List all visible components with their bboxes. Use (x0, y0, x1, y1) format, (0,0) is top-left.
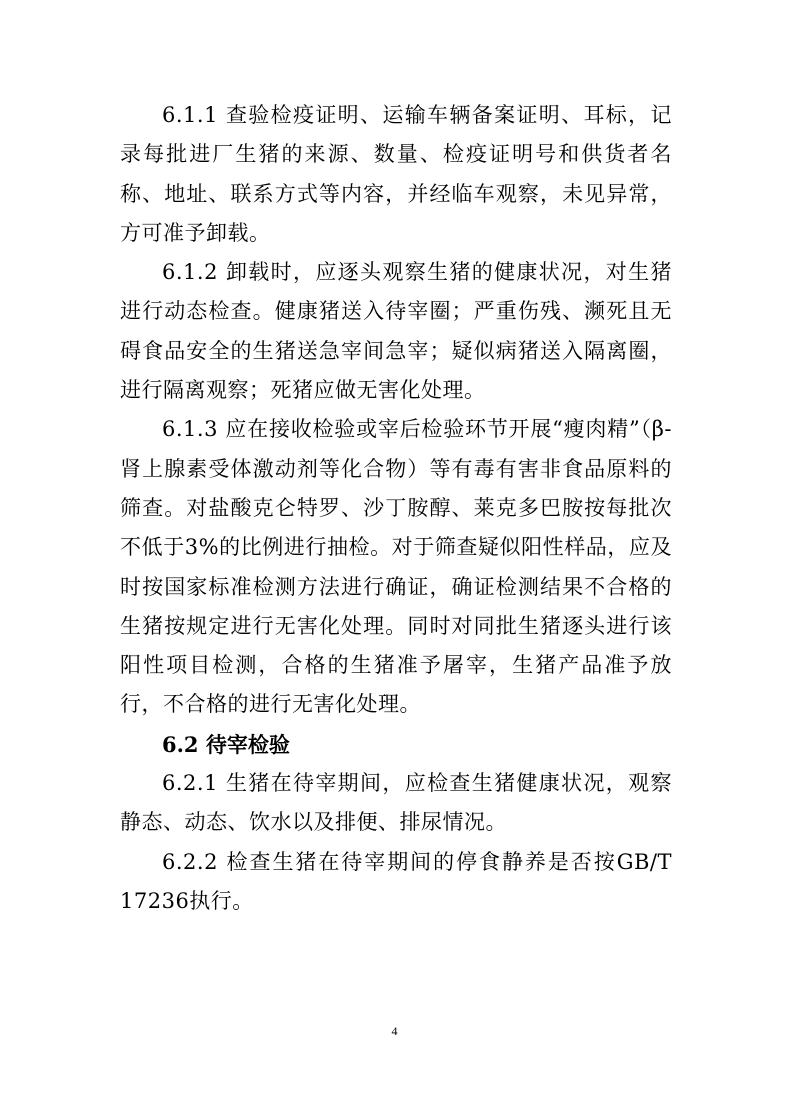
clause-6-1-3: 6.1.3 应在接收检验或宰后检验环节开展“瘦肉精”（β-肾上腺素受体激动剂等化合物）等有毒有害非食品原料的筛查。对盐酸克仑特罗、沙丁胺醇、莱克多巴胺按每批次不低于3%的比例进行抽检。对于筛查疑似阳性样品，应及时按国家标准检测方法进行确证，确证检测结果不合格的生猪按规定进行无害化处理。同时对同批生猪逐头进行该阳性项目检测，合格的生猪准予屠宰，生猪产品准予放行，不合格的进行无害化处理。 (120, 417, 672, 717)
document-body (120, 96, 672, 921)
clause-6-1-2: 6.1.2 卸载时，应逐头观察生猪的健康状况，对生猪进行动态检查。健康猪送入待宰圈；严重伤残、濒死且无碍食品安全的生猪送急宰间急宰；疑似病猪送入隔离圈，进行隔离观察；死猪应做无害化处理。 (120, 260, 672, 403)
section-heading-6-2: 6.2 待宰检验 (162, 731, 290, 757)
clause-6-1-1: 6.1.1 查验检疫证明、运输车辆备案证明、耳标，记录每批进厂生猪的来源、数量、检疫证明号和供货者名称、地址、联系方式等内容，并经临车观察，未见异常，方可准予卸载。 (120, 103, 672, 245)
page-number: 4 (391, 1024, 398, 1038)
clause-6-2-1: 6.2.1 生猪在待宰期间，应检查生猪健康状况，观察静态、动态、饮水以及排便、排尿情况。 (120, 771, 672, 835)
clause-6-2-2: 6.2.2 检查生猪在待宰期间的停食静养是否按GB/T 17236执行。 (120, 849, 672, 913)
